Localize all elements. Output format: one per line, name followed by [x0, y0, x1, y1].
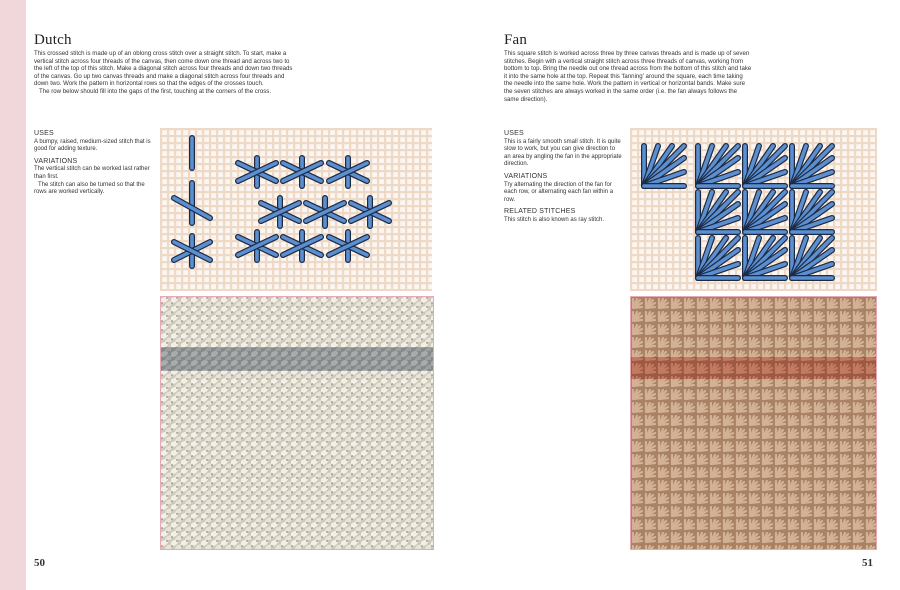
uses-text: A bumpy, raised, medium-sized stitch that is good for adding texture. — [34, 138, 151, 153]
page-edge-strip — [0, 0, 26, 590]
variations-text-2: The stitch can also be turned so that the rows are worked vertically. — [34, 181, 145, 196]
fan-intro — [504, 50, 752, 103]
right-page — [452, 0, 900, 590]
dutch-intro-para-1: This crossed stitch is made up of an oblong cross stitch over a straight stitch. To start, make a vertical stitch across four threads of the canvas, then come down one thread and across two to the left of the top of this stitch. Make a diagonal stitch across four threads and down two threads of the canvas. Go up two canvas threads and make a diagonal stitch across four threads and down two. Work the pattern in horizontal rows so that the edges of the crosses touch. — [34, 50, 293, 88]
dutch-sample-photo — [160, 296, 434, 550]
rust-band — [631, 357, 876, 379]
uses-heading: USES — [34, 130, 54, 137]
dutch-stitch-diagram — [160, 128, 432, 291]
dutch-intro-para-2: The row below should fill into the gaps of the first, touching at the corners of the cross. — [39, 87, 272, 95]
fan-variations-heading: VARIATIONS — [504, 172, 548, 180]
fan-variations-text: Try alternating the direction of the fan for each row, or alternating each fan within a row. — [504, 181, 614, 203]
fan-uses-text: This is a fairly smooth small stitch. It is quite slow to work, but you can give direction to an area by angling the fan in the appropriate direction. — [504, 138, 622, 168]
fan-sample-photo — [630, 296, 877, 550]
related-stitches-heading: RELATED STITCHES — [504, 208, 576, 216]
variations-text-1: The vertical stitch can be worked last rather than first. — [34, 166, 150, 180]
variations-heading: VARIATIONS — [34, 157, 78, 165]
fan-intro-para-1: This square stitch is worked across three by three canvas threads and is made up of seven stitches. Begin with a vertical straight stitch across three threads of canvas, working from bottom to top. Bring the needle out one thread across from the bottom of this stitch and take it into the same hole at the top. Repeat this 'fanning' around the square, each time taking the needle into the same hole. Work the pattern in vertical or horizontal bands. Make sure the seven stitches are always worked in the same order (i.e. the fan always follows the same direction). — [504, 50, 752, 103]
dutch-intro — [34, 50, 296, 96]
page-number-right: 51 — [862, 557, 873, 569]
page-number-left: 50 — [34, 557, 45, 569]
fan-sidebar — [504, 130, 622, 229]
left-page — [26, 0, 448, 590]
fan-stitch-diagram — [630, 128, 877, 291]
related-stitches-text: This stitch is also known as ray stitch. — [504, 216, 605, 223]
grey-band — [161, 347, 433, 371]
stitch-title-fan: Fan — [504, 32, 528, 48]
stitch-title-dutch: Dutch — [34, 32, 72, 48]
dutch-sidebar — [34, 130, 152, 201]
fan-uses-heading: USES — [504, 130, 524, 137]
